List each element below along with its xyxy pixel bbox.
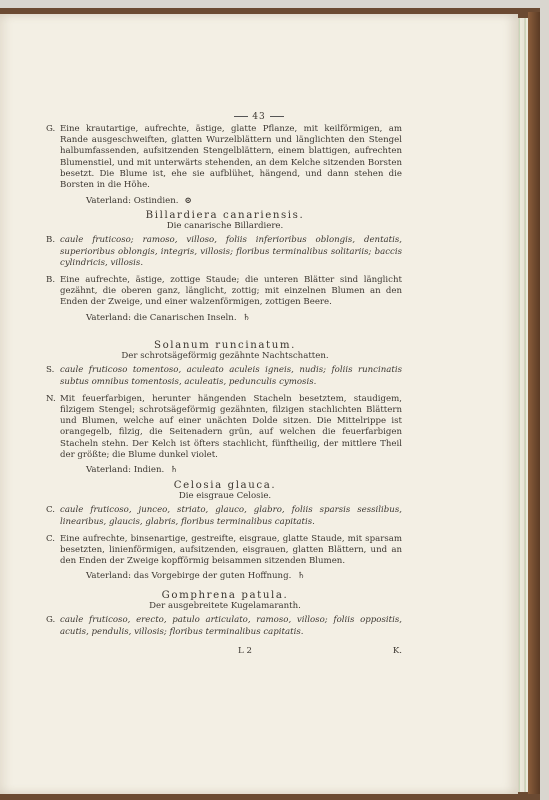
species-title: Gomphrena patula. bbox=[161, 590, 289, 601]
german-entry bbox=[48, 394, 402, 461]
dash-right bbox=[270, 116, 284, 117]
latin-text: caule fruticoso tomentoso, aculeato aculeis igneis, nudis; foliis runcinatis subtus omnibus tomentosis, aculeatis, pedunculis cymosis. bbox=[60, 365, 402, 387]
species-vaterland bbox=[48, 313, 402, 324]
latin-text: caule fruticoso, erecto, patulo articulato, ramoso, villoso; foliis oppositis, acutis, pendulis, villosis; floribus terminalibus capitatis. bbox=[60, 615, 402, 637]
species-subtitle: Die eisgraue Celosie. bbox=[178, 491, 272, 502]
shrub-symbol-icon: ♄ bbox=[170, 465, 178, 476]
intro-block bbox=[48, 124, 402, 207]
species-subtitle: Der ausgebreitete Kugelamaranth. bbox=[149, 601, 301, 612]
latin-entry bbox=[48, 615, 402, 637]
intro-text: Eine krautartige, aufrechte, ästige, glatte Pflanze, mit keilförmigen, am Rande ausgeschweiften, glatten Wurzelblättern und länglichten den Stengel halbumfassenden, aufsitzenden Stengelblättern, einem blattigen, aufrechten Blumenstiel, und mit unterwärts stehenden, an dem Kelche sitzenden Borsten besetzt. Die Blume ist, ehe sie aufblühet, hängend, und dann stehen die Borsten in die Höhe. bbox=[60, 124, 402, 191]
book-spine bbox=[528, 12, 540, 794]
page-number-text: 43 bbox=[252, 112, 266, 122]
german-marker: C. bbox=[46, 533, 56, 544]
book-page bbox=[0, 14, 518, 794]
shrub-symbol-icon: ♄ bbox=[297, 571, 306, 582]
intro-entry bbox=[48, 124, 402, 191]
latin-marker: G. bbox=[46, 615, 56, 626]
dash-left bbox=[234, 116, 248, 117]
catchword: K. bbox=[392, 646, 402, 656]
signature-mark: L 2 bbox=[238, 646, 252, 656]
german-text: Eine aufrechte, binsenartige, gestreifte, eisgraue, glatte Staude, mit sparsam besetzten, linienförmigen, aufsitzenden, eisgrauen, glatten Blättern, und an den Enden der Zweige kopfförmig beisammen sitzenden Blumen. bbox=[60, 533, 402, 567]
vaterland-text: Vaterland: das Vorgebirge der guten Hoffnung. bbox=[86, 571, 292, 582]
latin-marker: B. bbox=[46, 235, 56, 246]
german-entry bbox=[48, 534, 402, 568]
latin-entry bbox=[48, 505, 402, 527]
species-vaterland bbox=[48, 571, 402, 582]
german-text: Mit feuerfarbigen, herunter hängenden Stacheln besetztem, staudigem, filzigem Stengel; schrotsägeförmig gezähnten, filzigen stachlichten Blättern und Blumen, welche auf einer unächten Dolde sitzen. Die Mittelrippe ist orangegelb, filzig, die Seitenadern grün, auf welchen die feuerfarbigen Stacheln stehn. Der Kelch ist öfters stachlicht, fünftheilig, der mittlere Theil der größte; die Blume dunkel violet. bbox=[60, 393, 402, 460]
latin-marker: S. bbox=[46, 365, 55, 376]
shrub-symbol-icon: ♄ bbox=[242, 312, 251, 323]
vaterland-text: Vaterland: Ostindien. bbox=[86, 196, 179, 207]
latin-marker: C. bbox=[46, 505, 56, 516]
species-subtitle: Der schrotsägeförmig gezähnte Nachtschatten. bbox=[121, 351, 329, 362]
intro-vaterland bbox=[48, 196, 402, 207]
latin-entry bbox=[48, 235, 402, 269]
species-celosia bbox=[48, 480, 402, 583]
species-title: Billardiera canariensis. bbox=[145, 210, 305, 221]
annual-symbol-icon: ⊙ bbox=[184, 196, 192, 207]
latin-text: caule fruticoso, junceo, striato, glauco, glabro, foliis sparsis sessilibus, linearibus, glaucis, glabris, floribus terminalibus capitatis. bbox=[60, 505, 402, 527]
species-vaterland bbox=[48, 465, 402, 476]
latin-text: caule fruticoso; ramoso, villoso, foliis inferioribus oblongis, dentatis, superioribus oblongis, integris, villosis; floribus terminalibus solitariis; baccis cylindricis, villosis. bbox=[60, 235, 402, 268]
species-solanum bbox=[48, 340, 402, 476]
vaterland-text: Vaterland: die Canarischen Inseln. bbox=[86, 312, 237, 323]
german-marker: B. bbox=[46, 275, 56, 286]
intro-marker: G. bbox=[46, 124, 56, 134]
german-entry bbox=[48, 275, 402, 309]
species-subtitle: Die canarische Billardiere. bbox=[166, 221, 284, 232]
species-title: Solanum runcinatum. bbox=[153, 340, 296, 351]
german-text: Eine aufrechte, ästige, zottige Staude; die unteren Blätter sind länglicht gezähnt, die oberen ganz, länglicht, zottig; mit einzelnen Blumen an den Enden der Zweige, und einer walzenförmigen, zottigen Beere. bbox=[60, 275, 402, 308]
species-gomphrena bbox=[48, 590, 402, 638]
page-number bbox=[0, 112, 518, 122]
species-title: Celosia glauca. bbox=[173, 480, 277, 491]
latin-entry bbox=[48, 365, 402, 387]
species-billardiera bbox=[48, 210, 402, 324]
german-marker: N. bbox=[46, 393, 56, 404]
vaterland-text: Vaterland: Indien. bbox=[86, 465, 165, 476]
